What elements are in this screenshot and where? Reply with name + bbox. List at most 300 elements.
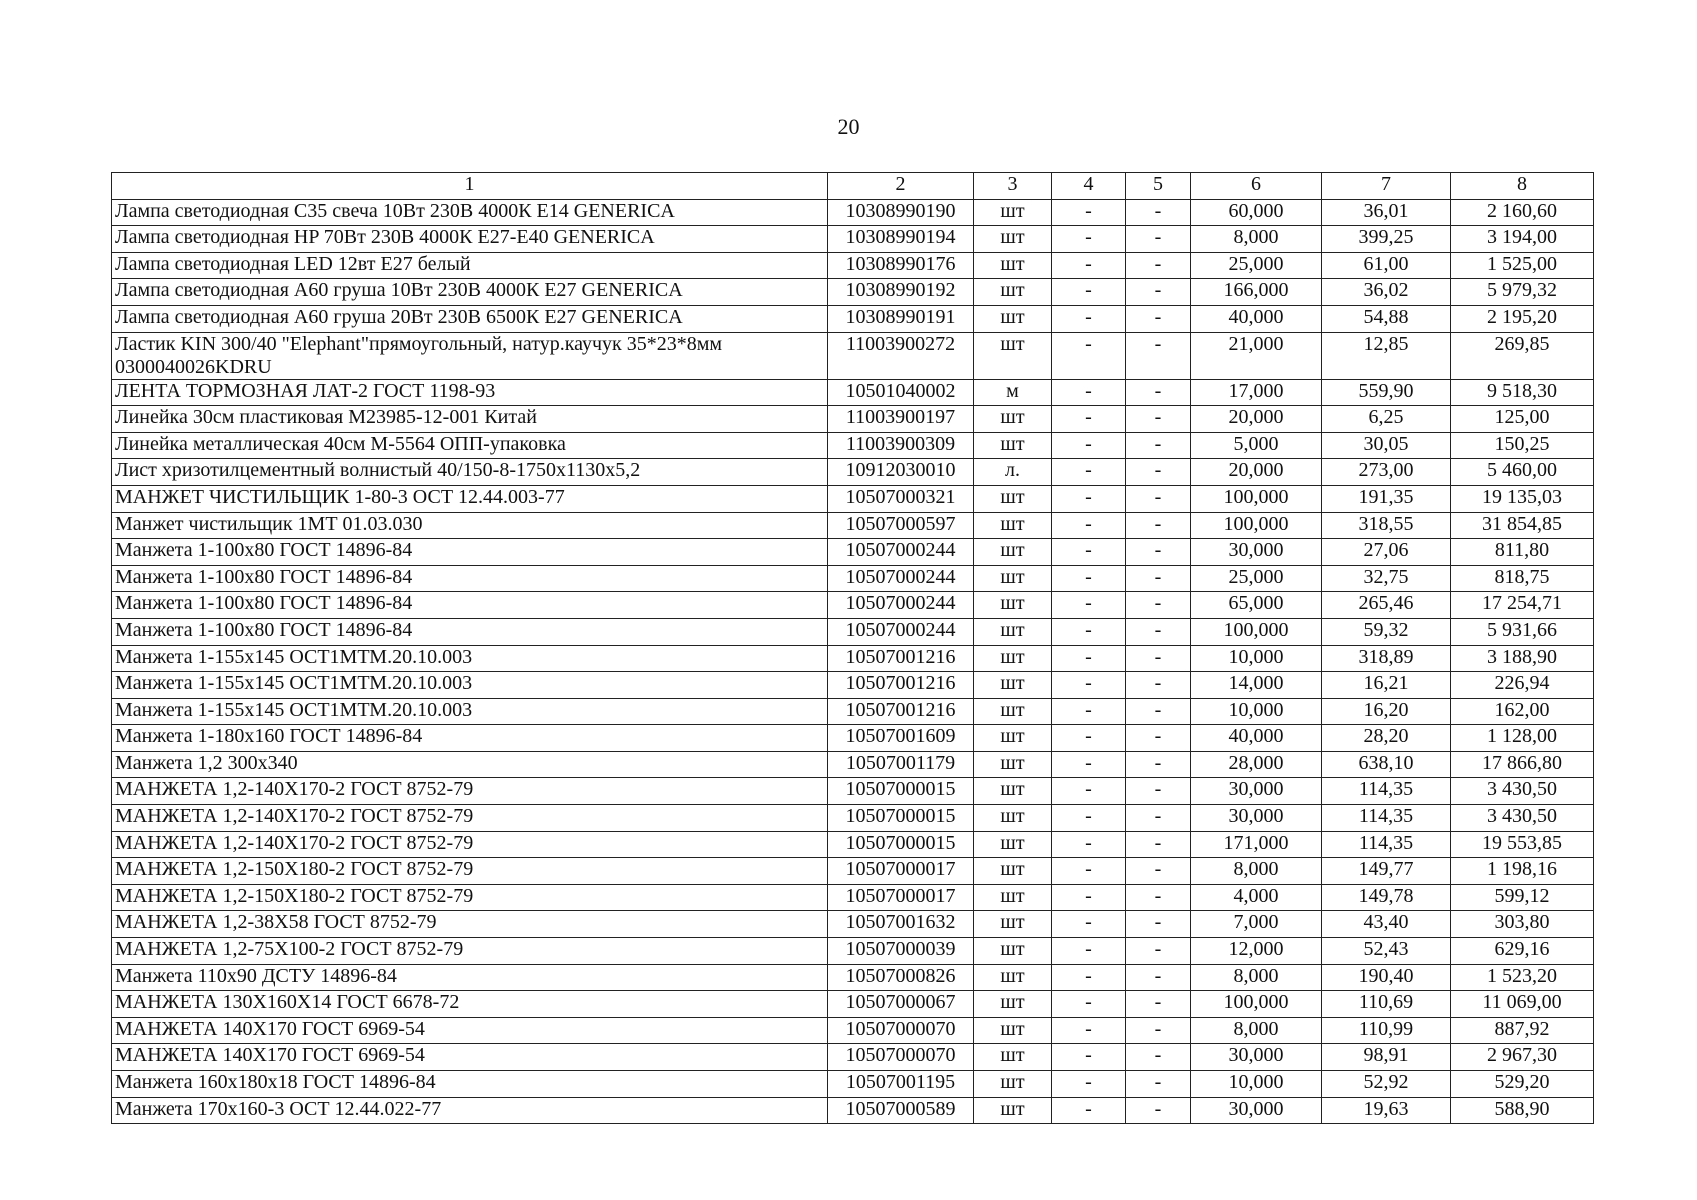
- quantity-cell: 30,000: [1191, 778, 1322, 805]
- column-5-cell: -: [1126, 565, 1191, 592]
- column-5-cell: -: [1126, 252, 1191, 279]
- table-row: [112, 226, 1594, 253]
- column-4-cell: -: [1052, 645, 1126, 672]
- quantity-cell: 30,000: [1191, 1097, 1322, 1124]
- unit-cell: шт: [974, 672, 1052, 699]
- column-4-cell: -: [1052, 565, 1126, 592]
- unit-cell: шт: [974, 964, 1052, 991]
- unit-cell: шт: [974, 1097, 1052, 1124]
- item-code-cell: 10912030010: [828, 459, 974, 486]
- sum-cell: 19 135,03: [1451, 485, 1594, 512]
- price-cell: 6,25: [1322, 406, 1451, 433]
- column-5-cell: -: [1126, 305, 1191, 332]
- quantity-cell: 5,000: [1191, 432, 1322, 459]
- column-5-cell: -: [1126, 432, 1191, 459]
- item-code-cell: 10507001216: [828, 645, 974, 672]
- table-row: [112, 379, 1594, 406]
- sum-cell: 2 967,30: [1451, 1044, 1594, 1071]
- item-code-cell: 10308990194: [828, 226, 974, 253]
- table-row: [112, 805, 1594, 832]
- table-row: [112, 279, 1594, 306]
- price-cell: 114,35: [1322, 778, 1451, 805]
- table-row: [112, 911, 1594, 938]
- sum-cell: 5 931,66: [1451, 618, 1594, 645]
- item-code-cell: 10308990176: [828, 252, 974, 279]
- column-5-cell: -: [1126, 379, 1191, 406]
- table-header-row: [112, 173, 1594, 200]
- quantity-cell: 4,000: [1191, 884, 1322, 911]
- price-cell: 265,46: [1322, 592, 1451, 619]
- sum-cell: 3 430,50: [1451, 778, 1594, 805]
- column-header: 5: [1126, 173, 1191, 200]
- column-5-cell: -: [1126, 672, 1191, 699]
- table-row: [112, 884, 1594, 911]
- quantity-cell: 30,000: [1191, 1044, 1322, 1071]
- column-5-cell: -: [1126, 485, 1191, 512]
- table-row: [112, 938, 1594, 965]
- column-4-cell: -: [1052, 698, 1126, 725]
- sum-cell: 226,94: [1451, 672, 1594, 699]
- item-code-cell: 10507000039: [828, 938, 974, 965]
- column-4-cell: -: [1052, 1097, 1126, 1124]
- sum-cell: 31 854,85: [1451, 512, 1594, 539]
- table-row: [112, 565, 1594, 592]
- unit-cell: шт: [974, 938, 1052, 965]
- unit-cell: шт: [974, 432, 1052, 459]
- item-code-cell: 10507001216: [828, 672, 974, 699]
- unit-cell: м: [974, 379, 1052, 406]
- quantity-cell: 10,000: [1191, 645, 1322, 672]
- sum-cell: 1 128,00: [1451, 725, 1594, 752]
- table-row: [112, 406, 1594, 433]
- item-code-cell: 10507001216: [828, 698, 974, 725]
- item-name-cell: МАНЖЕТА 1,2-140Х170-2 ГОСТ 8752-79: [112, 831, 828, 858]
- item-code-cell: 10507000244: [828, 618, 974, 645]
- column-4-cell: -: [1052, 406, 1126, 433]
- quantity-cell: 14,000: [1191, 672, 1322, 699]
- table-row: [112, 831, 1594, 858]
- item-code-cell: 10507001609: [828, 725, 974, 752]
- unit-cell: шт: [974, 618, 1052, 645]
- column-5-cell: -: [1126, 459, 1191, 486]
- price-cell: 27,06: [1322, 539, 1451, 566]
- sum-cell: 588,90: [1451, 1097, 1594, 1124]
- column-header: 2: [828, 173, 974, 200]
- item-name-cell: Манжета 1-155х145 ОСТ1МТМ.20.10.003: [112, 698, 828, 725]
- sum-cell: 17 254,71: [1451, 592, 1594, 619]
- unit-cell: шт: [974, 485, 1052, 512]
- price-cell: 52,92: [1322, 1071, 1451, 1098]
- column-5-cell: -: [1126, 1044, 1191, 1071]
- item-code-cell: 10507000067: [828, 991, 974, 1018]
- item-name-cell: Лампа светодиодная LED 12вт E27 белый: [112, 252, 828, 279]
- quantity-cell: 30,000: [1191, 539, 1322, 566]
- unit-cell: шт: [974, 911, 1052, 938]
- column-4-cell: -: [1052, 539, 1126, 566]
- unit-cell: л.: [974, 459, 1052, 486]
- column-4-cell: -: [1052, 279, 1126, 306]
- page-number: 20: [837, 114, 860, 139]
- unit-cell: шт: [974, 332, 1052, 379]
- item-code-cell: 10507000070: [828, 1044, 974, 1071]
- column-4-cell: -: [1052, 305, 1126, 332]
- price-cell: 16,20: [1322, 698, 1451, 725]
- item-name-cell: МАНЖЕТА 140Х170 ГОСТ 6969-54: [112, 1017, 828, 1044]
- unit-cell: шт: [974, 991, 1052, 1018]
- sum-cell: 818,75: [1451, 565, 1594, 592]
- unit-cell: шт: [974, 858, 1052, 885]
- price-cell: 28,20: [1322, 725, 1451, 752]
- price-cell: 98,91: [1322, 1044, 1451, 1071]
- item-name-cell: МАНЖЕТ ЧИСТИЛЬЩИК 1-80-3 ОСТ 12.44.003-77: [112, 485, 828, 512]
- sum-cell: 19 553,85: [1451, 831, 1594, 858]
- sum-cell: 9 518,30: [1451, 379, 1594, 406]
- item-code-cell: 10507000826: [828, 964, 974, 991]
- unit-cell: шт: [974, 751, 1052, 778]
- price-cell: 19,63: [1322, 1097, 1451, 1124]
- table-row: [112, 991, 1594, 1018]
- item-code-cell: 10507000597: [828, 512, 974, 539]
- item-name-cell: МАНЖЕТА 140Х170 ГОСТ 6969-54: [112, 1044, 828, 1071]
- item-name-cell: МАНЖЕТА 130Х160Х14 ГОСТ 6678-72: [112, 991, 828, 1018]
- column-5-cell: -: [1126, 884, 1191, 911]
- price-cell: 190,40: [1322, 964, 1451, 991]
- quantity-cell: 10,000: [1191, 1071, 1322, 1098]
- column-4-cell: -: [1052, 672, 1126, 699]
- unit-cell: шт: [974, 805, 1052, 832]
- column-4-cell: -: [1052, 884, 1126, 911]
- item-code-cell: 10308990192: [828, 279, 974, 306]
- price-cell: 191,35: [1322, 485, 1451, 512]
- sum-cell: 17 866,80: [1451, 751, 1594, 778]
- item-code-cell: 10507001632: [828, 911, 974, 938]
- unit-cell: шт: [974, 226, 1052, 253]
- column-4-cell: -: [1052, 751, 1126, 778]
- unit-cell: шт: [974, 645, 1052, 672]
- unit-cell: шт: [974, 884, 1052, 911]
- column-4-cell: -: [1052, 778, 1126, 805]
- column-4-cell: -: [1052, 938, 1126, 965]
- quantity-cell: 40,000: [1191, 305, 1322, 332]
- sum-cell: 529,20: [1451, 1071, 1594, 1098]
- quantity-cell: 100,000: [1191, 991, 1322, 1018]
- column-4-cell: -: [1052, 512, 1126, 539]
- sum-cell: 1 525,00: [1451, 252, 1594, 279]
- unit-cell: шт: [974, 512, 1052, 539]
- item-code-cell: 10507000244: [828, 565, 974, 592]
- quantity-cell: 8,000: [1191, 858, 1322, 885]
- column-5-cell: -: [1126, 991, 1191, 1018]
- quantity-cell: 12,000: [1191, 938, 1322, 965]
- sum-cell: 3 430,50: [1451, 805, 1594, 832]
- unit-cell: шт: [974, 831, 1052, 858]
- quantity-cell: 25,000: [1191, 565, 1322, 592]
- table-row: [112, 1017, 1594, 1044]
- item-code-cell: 10507000070: [828, 1017, 974, 1044]
- quantity-cell: 17,000: [1191, 379, 1322, 406]
- item-name-cell: Ластик KIN 300/40 "Elephant"прямоугольный, натур.каучук 35*23*8мм 0300040026KDRU: [112, 332, 828, 379]
- unit-cell: шт: [974, 725, 1052, 752]
- table-row: [112, 751, 1594, 778]
- item-name-cell: МАНЖЕТА 1,2-150Х180-2 ГОСТ 8752-79: [112, 858, 828, 885]
- column-5-cell: -: [1126, 279, 1191, 306]
- price-cell: 30,05: [1322, 432, 1451, 459]
- price-cell: 399,25: [1322, 226, 1451, 253]
- item-code-cell: 10507000015: [828, 831, 974, 858]
- item-name-cell: Манжета 1-100х80 ГОСТ 14896-84: [112, 592, 828, 619]
- item-code-cell: 10507000244: [828, 539, 974, 566]
- column-5-cell: -: [1126, 1071, 1191, 1098]
- price-cell: 149,78: [1322, 884, 1451, 911]
- item-name-cell: Манжета 110х90 ДСТУ 14896-84: [112, 964, 828, 991]
- column-5-cell: -: [1126, 778, 1191, 805]
- column-4-cell: -: [1052, 805, 1126, 832]
- price-cell: 36,01: [1322, 199, 1451, 226]
- table-row: [112, 618, 1594, 645]
- item-name-cell: Лист хризотилцементный волнистый 40/150-8-1750х1130х5,2: [112, 459, 828, 486]
- quantity-cell: 166,000: [1191, 279, 1322, 306]
- item-code-cell: 10501040002: [828, 379, 974, 406]
- price-cell: 114,35: [1322, 805, 1451, 832]
- column-5-cell: -: [1126, 592, 1191, 619]
- unit-cell: шт: [974, 252, 1052, 279]
- item-name-cell: Манжета 1-100х80 ГОСТ 14896-84: [112, 565, 828, 592]
- item-code-cell: 10507001195: [828, 1071, 974, 1098]
- column-header: 3: [974, 173, 1052, 200]
- table-row: [112, 199, 1594, 226]
- item-code-cell: 10507000017: [828, 884, 974, 911]
- column-4-cell: -: [1052, 199, 1126, 226]
- item-code-cell: 10308990191: [828, 305, 974, 332]
- table-row: [112, 332, 1594, 379]
- column-5-cell: -: [1126, 698, 1191, 725]
- table-row: [112, 592, 1594, 619]
- table-row: [112, 778, 1594, 805]
- quantity-cell: 30,000: [1191, 805, 1322, 832]
- quantity-cell: 100,000: [1191, 485, 1322, 512]
- item-code-cell: 11003900309: [828, 432, 974, 459]
- sum-cell: 162,00: [1451, 698, 1594, 725]
- column-4-cell: -: [1052, 618, 1126, 645]
- table-row: [112, 252, 1594, 279]
- table-row: [112, 305, 1594, 332]
- unit-cell: шт: [974, 305, 1052, 332]
- item-name-cell: Манжета 160х180х18 ГОСТ 14896-84: [112, 1071, 828, 1098]
- price-cell: 559,90: [1322, 379, 1451, 406]
- table-row: [112, 432, 1594, 459]
- table-row: [112, 858, 1594, 885]
- quantity-cell: 100,000: [1191, 512, 1322, 539]
- table-row: [112, 672, 1594, 699]
- column-5-cell: -: [1126, 725, 1191, 752]
- item-name-cell: Манжета 1,2 300х340: [112, 751, 828, 778]
- column-4-cell: -: [1052, 1044, 1126, 1071]
- table-row: [112, 539, 1594, 566]
- sum-cell: 2 195,20: [1451, 305, 1594, 332]
- item-name-cell: Лампа светодиодная C35 свеча 10Вт 230В 4000К E14 GENERICA: [112, 199, 828, 226]
- item-name-cell: Лампа светодиодная A60 груша 20Вт 230В 6500К E27 GENERICA: [112, 305, 828, 332]
- quantity-cell: 28,000: [1191, 751, 1322, 778]
- item-name-cell: Манжет чистильщик 1МТ 01.03.030: [112, 512, 828, 539]
- item-name-cell: Манжета 1-100х80 ГОСТ 14896-84: [112, 539, 828, 566]
- column-4-cell: -: [1052, 858, 1126, 885]
- price-cell: 61,00: [1322, 252, 1451, 279]
- column-header: 4: [1052, 173, 1126, 200]
- item-code-cell: 10507000244: [828, 592, 974, 619]
- column-4-cell: -: [1052, 592, 1126, 619]
- price-cell: 273,00: [1322, 459, 1451, 486]
- unit-cell: шт: [974, 698, 1052, 725]
- quantity-cell: 25,000: [1191, 252, 1322, 279]
- column-5-cell: -: [1126, 645, 1191, 672]
- item-name-cell: Лампа светодиодная HP 70Вт 230В 4000К E27-E40 GENERICA: [112, 226, 828, 253]
- item-code-cell: 10308990190: [828, 199, 974, 226]
- item-code-cell: 10507000017: [828, 858, 974, 885]
- item-code-cell: 10507001179: [828, 751, 974, 778]
- column-5-cell: -: [1126, 751, 1191, 778]
- column-4-cell: -: [1052, 332, 1126, 379]
- quantity-cell: 20,000: [1191, 459, 1322, 486]
- column-5-cell: -: [1126, 226, 1191, 253]
- sum-cell: 11 069,00: [1451, 991, 1594, 1018]
- column-5-cell: -: [1126, 1017, 1191, 1044]
- column-4-cell: -: [1052, 831, 1126, 858]
- sum-cell: 5 460,00: [1451, 459, 1594, 486]
- column-4-cell: -: [1052, 432, 1126, 459]
- quantity-cell: 100,000: [1191, 618, 1322, 645]
- table-row: [112, 485, 1594, 512]
- item-name-cell: Манжета 170х160-3 ОСТ 12.44.022-77: [112, 1097, 828, 1124]
- quantity-cell: 10,000: [1191, 698, 1322, 725]
- sum-cell: 3 194,00: [1451, 226, 1594, 253]
- column-4-cell: -: [1052, 911, 1126, 938]
- quantity-cell: 8,000: [1191, 1017, 1322, 1044]
- price-cell: 318,55: [1322, 512, 1451, 539]
- item-name-cell: МАНЖЕТА 1,2-75Х100-2 ГОСТ 8752-79: [112, 938, 828, 965]
- item-code-cell: 10507000015: [828, 805, 974, 832]
- column-4-cell: -: [1052, 379, 1126, 406]
- column-5-cell: -: [1126, 512, 1191, 539]
- item-name-cell: МАНЖЕТА 1,2-140Х170-2 ГОСТ 8752-79: [112, 778, 828, 805]
- column-5-cell: -: [1126, 199, 1191, 226]
- quantity-cell: 60,000: [1191, 199, 1322, 226]
- sum-cell: 150,25: [1451, 432, 1594, 459]
- quantity-cell: 8,000: [1191, 226, 1322, 253]
- sum-cell: 811,80: [1451, 539, 1594, 566]
- unit-cell: шт: [974, 406, 1052, 433]
- item-code-cell: 10507000589: [828, 1097, 974, 1124]
- quantity-cell: 7,000: [1191, 911, 1322, 938]
- unit-cell: шт: [974, 1044, 1052, 1071]
- item-code-cell: 11003900272: [828, 332, 974, 379]
- table-row: [112, 698, 1594, 725]
- item-name-cell: МАНЖЕТА 1,2-38Х58 ГОСТ 8752-79: [112, 911, 828, 938]
- unit-cell: шт: [974, 539, 1052, 566]
- price-cell: 59,32: [1322, 618, 1451, 645]
- sum-cell: 303,80: [1451, 911, 1594, 938]
- unit-cell: шт: [974, 199, 1052, 226]
- item-code-cell: 10507000015: [828, 778, 974, 805]
- column-5-cell: -: [1126, 858, 1191, 885]
- column-header: 7: [1322, 173, 1451, 200]
- item-name-cell: Манжета 1-180х160 ГОСТ 14896-84: [112, 725, 828, 752]
- table-row: [112, 1044, 1594, 1071]
- item-name-cell: МАНЖЕТА 1,2-150Х180-2 ГОСТ 8752-79: [112, 884, 828, 911]
- unit-cell: шт: [974, 1017, 1052, 1044]
- items-table: [111, 172, 1594, 1124]
- column-header: 6: [1191, 173, 1322, 200]
- column-5-cell: -: [1126, 805, 1191, 832]
- column-4-cell: -: [1052, 226, 1126, 253]
- sum-cell: 1 198,16: [1451, 858, 1594, 885]
- price-cell: 318,89: [1322, 645, 1451, 672]
- price-cell: 36,02: [1322, 279, 1451, 306]
- unit-cell: шт: [974, 279, 1052, 306]
- item-name-cell: Манжета 1-155х145 ОСТ1МТМ.20.10.003: [112, 672, 828, 699]
- unit-cell: шт: [974, 1071, 1052, 1098]
- sum-cell: 3 188,90: [1451, 645, 1594, 672]
- column-5-cell: -: [1126, 938, 1191, 965]
- sum-cell: 125,00: [1451, 406, 1594, 433]
- column-5-cell: -: [1126, 332, 1191, 379]
- sum-cell: 629,16: [1451, 938, 1594, 965]
- quantity-cell: 21,000: [1191, 332, 1322, 379]
- quantity-cell: 40,000: [1191, 725, 1322, 752]
- column-4-cell: -: [1052, 725, 1126, 752]
- column-header: 8: [1451, 173, 1594, 200]
- sum-cell: 599,12: [1451, 884, 1594, 911]
- price-cell: 114,35: [1322, 831, 1451, 858]
- column-5-cell: -: [1126, 1097, 1191, 1124]
- column-5-cell: -: [1126, 831, 1191, 858]
- column-header: 1: [112, 173, 828, 200]
- item-name-cell: Манжета 1-155х145 ОСТ1МТМ.20.10.003: [112, 645, 828, 672]
- price-cell: 54,88: [1322, 305, 1451, 332]
- unit-cell: шт: [974, 778, 1052, 805]
- price-cell: 32,75: [1322, 565, 1451, 592]
- quantity-cell: 8,000: [1191, 964, 1322, 991]
- price-cell: 149,77: [1322, 858, 1451, 885]
- column-4-cell: -: [1052, 485, 1126, 512]
- item-name-cell: ЛЕНТА ТОРМОЗНАЯ ЛАТ-2 ГОСТ 1198-93: [112, 379, 828, 406]
- column-4-cell: -: [1052, 964, 1126, 991]
- column-4-cell: -: [1052, 991, 1126, 1018]
- column-5-cell: -: [1126, 964, 1191, 991]
- item-code-cell: 10507000321: [828, 485, 974, 512]
- table-row: [112, 725, 1594, 752]
- unit-cell: шт: [974, 565, 1052, 592]
- item-name-cell: Лампа светодиодная A60 груша 10Вт 230В 4000К E27 GENERICA: [112, 279, 828, 306]
- unit-cell: шт: [974, 592, 1052, 619]
- column-5-cell: -: [1126, 911, 1191, 938]
- item-name-cell: Линейка 30см пластиковая M23985-12-001 Китай: [112, 406, 828, 433]
- column-4-cell: -: [1052, 459, 1126, 486]
- table-row: [112, 964, 1594, 991]
- sum-cell: 887,92: [1451, 1017, 1594, 1044]
- quantity-cell: 171,000: [1191, 831, 1322, 858]
- price-cell: 12,85: [1322, 332, 1451, 379]
- sum-cell: 269,85: [1451, 332, 1594, 379]
- price-cell: 638,10: [1322, 751, 1451, 778]
- column-5-cell: -: [1126, 406, 1191, 433]
- table-row: [112, 512, 1594, 539]
- item-name-cell: Манжета 1-100х80 ГОСТ 14896-84: [112, 618, 828, 645]
- price-cell: 52,43: [1322, 938, 1451, 965]
- price-cell: 16,21: [1322, 672, 1451, 699]
- sum-cell: 1 523,20: [1451, 964, 1594, 991]
- column-5-cell: -: [1126, 618, 1191, 645]
- item-code-cell: 11003900197: [828, 406, 974, 433]
